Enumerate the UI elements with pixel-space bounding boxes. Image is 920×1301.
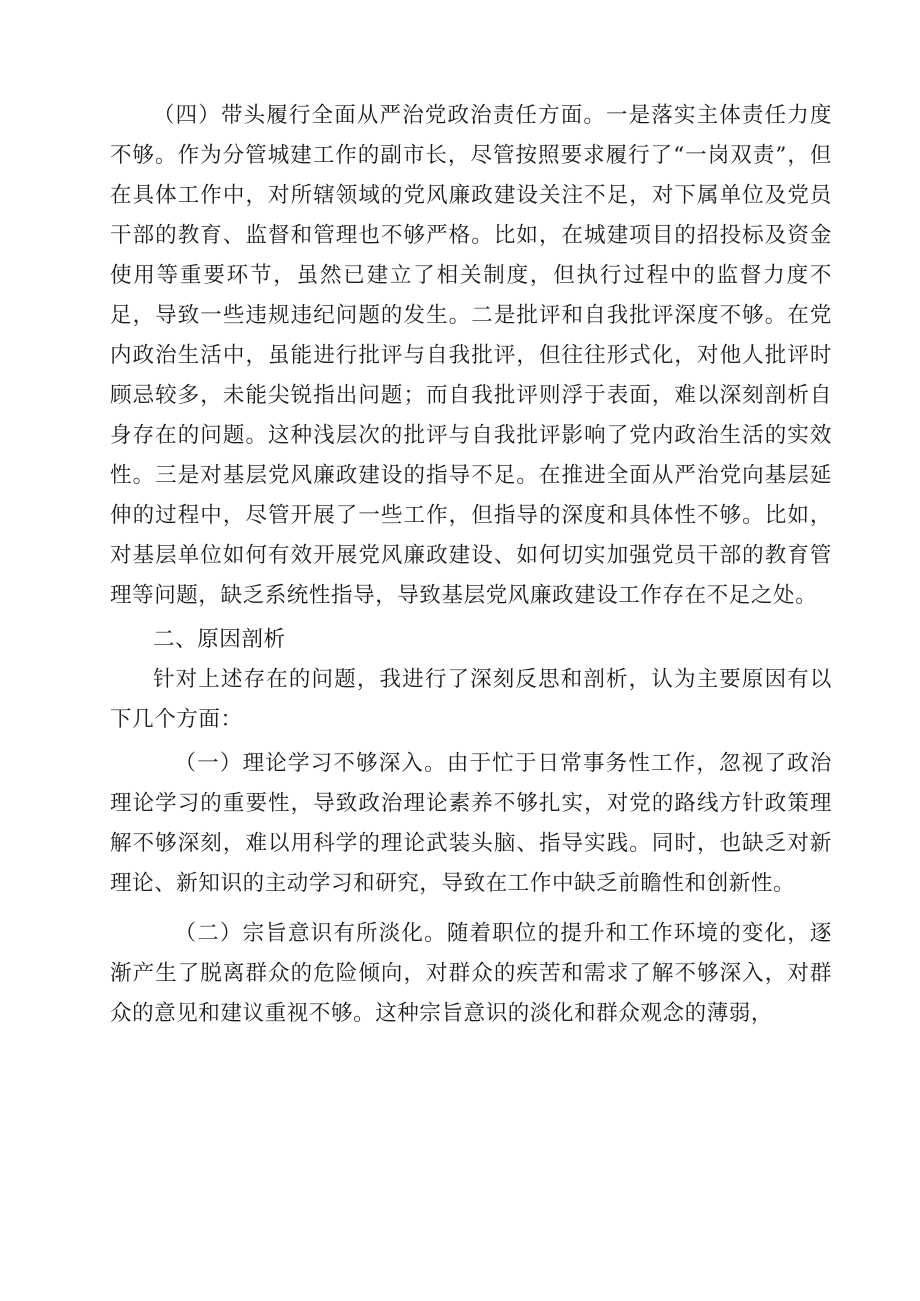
section-heading-cause-analysis: 二、原因剖析 bbox=[153, 627, 286, 652]
document-body bbox=[110, 96, 832, 1034]
paragraph-theory-study: （一）理论学习不够深入。由于忙于日常事务性工作，忽视了政治理论学习的重要性，导致政治理论素养不够扎实，对党的路线方针政策理解不够深刻，难以用科学的理论武装头脑、指导实践。同时，也缺乏对新理论、新知识的主动学习和研究，导致在工作中缺乏前瞻性和创新性。 bbox=[110, 751, 832, 896]
paragraph-section-four: （四）带头履行全面从严治党政治责任方面。一是落实主体责任力度不够。作为分管城建工作的副市长，尽管按照要求履行了“一岗双责”，但在具体工作中，对所辖领域的党风廉政建设关注不足，对下属单位及党员干部的教育、监督和管理也不够严格。比如，在城建项目的招投标及资金使用等重要环节，虽然已建立了相关制度，但执行过程中的监督力度不足，导致一些违规违纪问题的发生。二是批评和自我批评深度不够。在党内政治生活中，虽能进行批评与自我批评，但往往形式化，对他人批评时顾忌较多，未能尖锐指出问题；而自我批评则浮于表面，难以深刻剖析自身存在的问题。这种浅层次的批评与自我批评影响了党内政治生活的实效性。三是对基层党风廉政建设的指导不足。在推进全面从严治党向基层延伸的过程中，尽管开展了一些工作，但指导的深度和具体性不够。比如，对基层单位如何有效开展党风廉政建设、如何切实加强党员干部的教育管理等问题，缺乏系统性指导，导致基层党风廉政建设工作存在不足之处。 bbox=[110, 103, 832, 608]
paragraph-intro: 针对上述存在的问题，我进行了深刻反思和剖析，认为主要原因有以下几个方面： bbox=[110, 667, 832, 732]
paragraph-purpose-awareness: （二）宗旨意识有所淡化。随着职位的提升和工作环境的变化，逐渐产生了脱离群众的危险倾向，对群众的疾苦和需求了解不够深入，对群众的意见和建议重视不够。这种宗旨意识的淡化和群众观念的薄弱， bbox=[110, 921, 832, 1026]
